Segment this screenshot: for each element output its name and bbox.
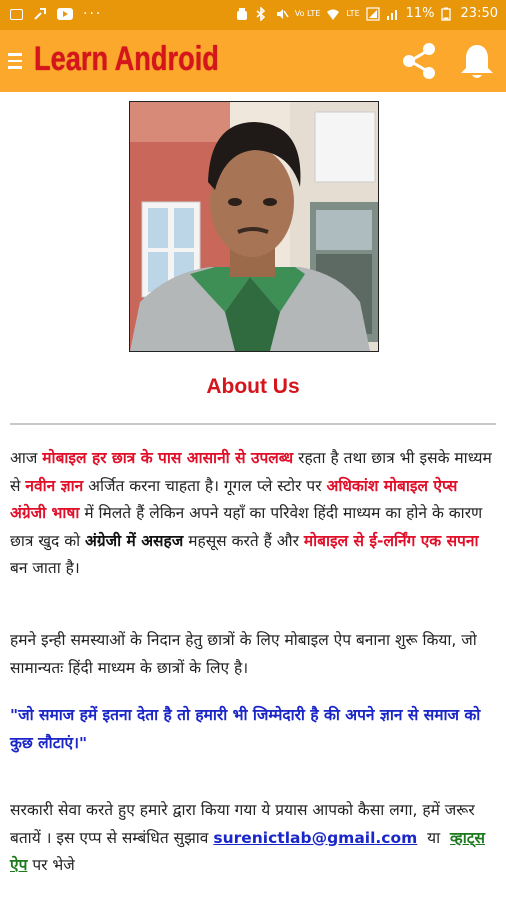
battery-percent: 11% (405, 6, 435, 21)
highlight-new-knowledge: नवीन ज्ञान (25, 476, 84, 495)
profile-photo (129, 101, 379, 352)
status-right-icons (235, 6, 498, 21)
intro-text-5: महसूस करते हैं और (183, 531, 304, 550)
quote-paragraph: "जो समाज हमें इतना देता है तो हमारी भी जिम्मेदारी है की अपने ज्ञान से समाज को कुछ लौटाएं।" (10, 706, 481, 752)
mission-paragraph: हमने इन्ही समस्याओं के निदान हेतु छात्रों के लिए मोबाइल ऐप बनाना शुरू किया, जो सामान्यतः हिंदी माध्यम के छात्रों के लिए है। (10, 631, 477, 677)
alarm-icon (235, 7, 249, 21)
status-left-icons (10, 6, 102, 22)
about-us-heading: About Us (206, 375, 300, 398)
settings-notification-icon (33, 7, 47, 21)
hamburger-menu-icon[interactable] (8, 49, 22, 69)
intro-text-4: में मिलते हैं लेकिन अपने यहाँ का परिवेश हिंदी माध्यम का होने के कारण छात्र खुद को (10, 504, 483, 550)
whatsapp-link[interactable]: व्हाट्स ऐप (10, 828, 486, 874)
highlight-english-uncomfortable: अंग्रेजी में असहज (85, 531, 184, 550)
intro-text-2: रहता है तथा छात्र भी इसके माध्यम से (10, 449, 492, 495)
bell-icon[interactable] (458, 42, 496, 82)
mute-icon (275, 7, 289, 21)
volte-label: Vo LTE (294, 8, 321, 18)
intro-text-3: अर्जित करना चाहता है। गूगल प्ले स्टोर पर (83, 476, 327, 495)
highlight-mobile-availability: मोबाइल हर छात्र के पास आसानी से उपलब्ध (42, 449, 294, 467)
signal-icon (366, 7, 380, 21)
more-notifications-icon: ··· (83, 6, 103, 22)
status-bar (0, 0, 506, 30)
highlight-english-apps: अधिकांश मोबाइल ऐप्स अंग्रेजी भाषा (10, 476, 458, 522)
app-title: Learn Android (34, 40, 219, 78)
intro-text-1: आज (10, 449, 43, 467)
contact-text-1: सरकारी सेवा करते हुए हमारे द्वारा किया गया ये प्रयास आपको कैसा लगा, हमें जरूर बतायें । इस एप्प से सम्बंधित सुझाव (10, 801, 475, 847)
contact-text-3: पर भेजे (27, 856, 75, 874)
bluetooth-icon (255, 7, 269, 21)
signal-bars-icon (386, 7, 400, 21)
divider (10, 423, 496, 425)
app-bar (0, 30, 506, 92)
wifi-icon (326, 7, 340, 21)
lte-label: LTE (346, 9, 360, 18)
battery-icon (441, 7, 455, 21)
gallery-notification-icon (10, 9, 23, 20)
highlight-elearning-dream: मोबाइल से ई-लर्निंग एक सपना (303, 531, 479, 550)
intro-text-6: बन जाता है। (10, 559, 80, 577)
contact-paragraph (10, 797, 496, 880)
clock: 23:50 (460, 6, 498, 21)
contact-text-2: या (417, 828, 451, 847)
intro-paragraph (10, 445, 496, 583)
share-icon[interactable] (398, 40, 440, 82)
youtube-notification-icon (57, 8, 73, 20)
email-link[interactable]: surenictlab@gmail.com (213, 828, 418, 847)
